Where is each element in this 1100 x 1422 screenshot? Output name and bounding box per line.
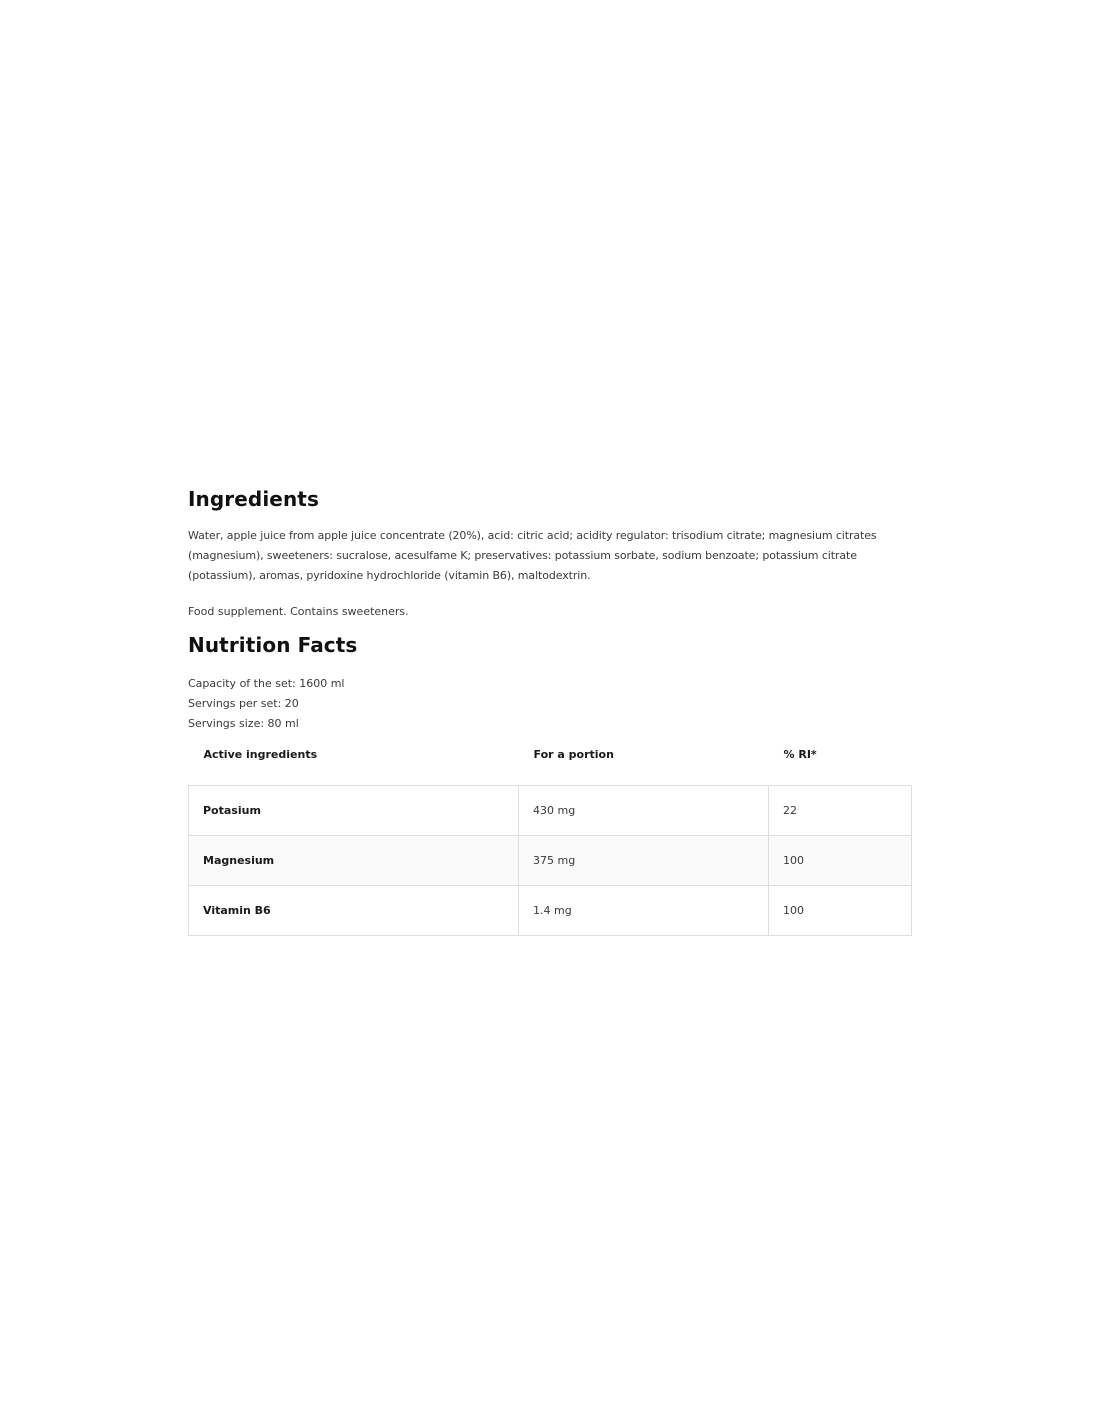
ingredients-heading: Ingredients [188, 487, 319, 511]
ri-value: 100 [769, 836, 912, 886]
serving-facts-list [188, 674, 911, 734]
ingredient-name: Potasium [189, 786, 519, 836]
supplement-note: Food supplement. Contains sweeteners. [188, 605, 409, 618]
header-active-ingredients: Active ingredients [203, 748, 318, 761]
header-for-a-portion: For a portion [533, 748, 614, 761]
serving-size-fact: Servings size: 80 ml [188, 717, 299, 730]
table-row [189, 836, 912, 886]
nutrition-facts-heading: Nutrition Facts [188, 633, 358, 657]
table-row [189, 886, 912, 936]
ri-value: 22 [769, 786, 912, 836]
ingredient-name: Vitamin B6 [189, 886, 519, 936]
nutrition-table [188, 748, 912, 936]
table-header-row [189, 748, 912, 786]
ingredients-text: Water, apple juice from apple juice concentrate (20%), acid: citric acid; acidity regulator: trisodium citrate; magnesium citrates (magnesium), sweeteners: sucralose, acesulfame K; preservatives: potassium sorbate, sodium benzoate; potassium citrate (potassium), aromas, pyridoxine hydrochloride (vitamin B6), maltodextrin. [188, 529, 877, 582]
portion-value: 430 mg [519, 786, 769, 836]
capacity-fact: Capacity of the set: 1600 ml [188, 677, 345, 690]
portion-value: 1.4 mg [519, 886, 769, 936]
ingredient-name: Magnesium [189, 836, 519, 886]
servings-per-set-fact: Servings per set: 20 [188, 697, 299, 710]
table-row [189, 786, 912, 836]
product-details [188, 484, 911, 936]
portion-value: 375 mg [519, 836, 769, 886]
ri-value: 100 [769, 886, 912, 936]
header-ri: % RI* [783, 748, 817, 761]
